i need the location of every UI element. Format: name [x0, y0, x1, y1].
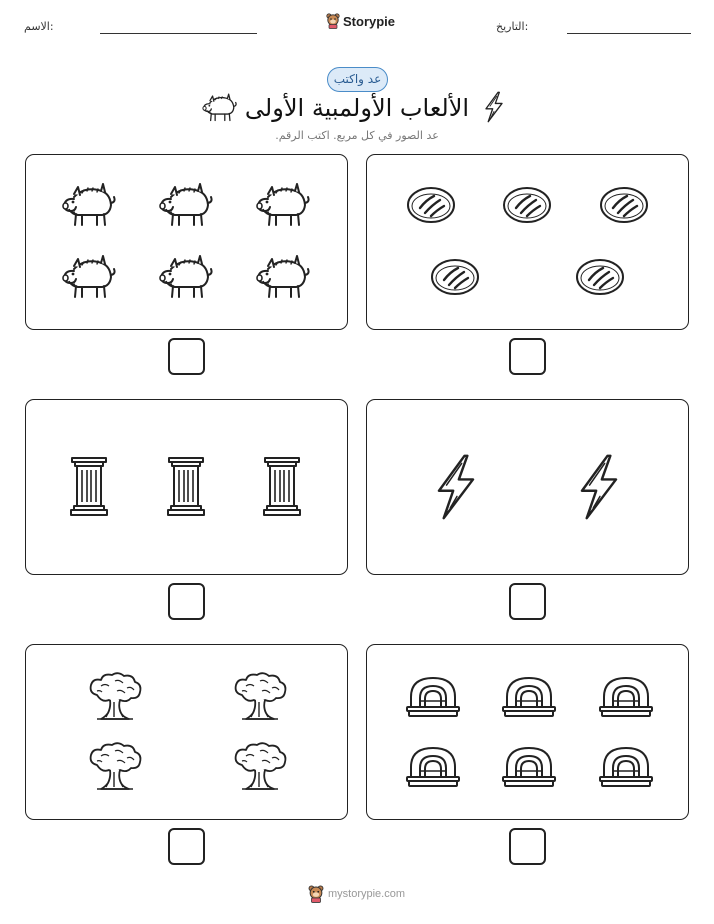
boar-icon [254, 252, 310, 300]
answer-box-bread[interactable] [509, 338, 546, 375]
lightning-icon [576, 453, 622, 521]
olive-tree-icon [87, 671, 143, 723]
count-panel-tree [25, 644, 348, 820]
bear-mascot-icon [326, 13, 340, 29]
name-label: الاسم: [24, 20, 54, 33]
lightning-icon [433, 453, 479, 521]
footer [308, 885, 405, 903]
olive-tree-icon [232, 671, 288, 723]
page-title: الألعاب الأولمبية الأولى [244, 94, 470, 122]
answer-box-column[interactable] [168, 583, 205, 620]
bread-icon [599, 185, 649, 225]
oven-icon [405, 675, 461, 719]
answer-box-lightning[interactable] [509, 583, 546, 620]
lightning-icon [483, 91, 505, 123]
bread-icon [575, 257, 625, 297]
boar-icon [157, 252, 213, 300]
oven-icon [405, 745, 461, 789]
answer-box-tree[interactable] [168, 828, 205, 865]
brand-name: Storypie [343, 13, 396, 29]
column-icon [166, 456, 206, 518]
answer-box-boar[interactable] [168, 338, 205, 375]
boar-icon [254, 180, 310, 228]
count-panel-bread [366, 154, 689, 330]
instructions: عد الصور في كل مربع. اكتب الرقم. [275, 129, 439, 142]
oven-icon [501, 745, 557, 789]
count-panel-oven [366, 644, 689, 820]
boar-icon [157, 180, 213, 228]
footer-url[interactable]: mystorypie.com [328, 888, 406, 900]
activity-badge: عد واكتب [327, 67, 388, 92]
count-panel-lightning [366, 399, 689, 575]
bear-mascot-icon [308, 885, 324, 903]
answer-box-oven[interactable] [509, 828, 546, 865]
date-line[interactable] [567, 33, 691, 34]
boar-icon [60, 180, 116, 228]
boar-icon [60, 252, 116, 300]
bread-icon [430, 257, 480, 297]
oven-icon [598, 675, 654, 719]
date-label: التاريخ: [496, 20, 529, 33]
brand-logo [326, 13, 395, 29]
bread-icon [502, 185, 552, 225]
oven-icon [598, 745, 654, 789]
name-line[interactable] [100, 33, 257, 34]
column-icon [69, 456, 109, 518]
olive-tree-icon [87, 741, 143, 793]
olive-tree-icon [232, 741, 288, 793]
bread-icon [406, 185, 456, 225]
column-icon [262, 456, 302, 518]
oven-icon [501, 675, 557, 719]
